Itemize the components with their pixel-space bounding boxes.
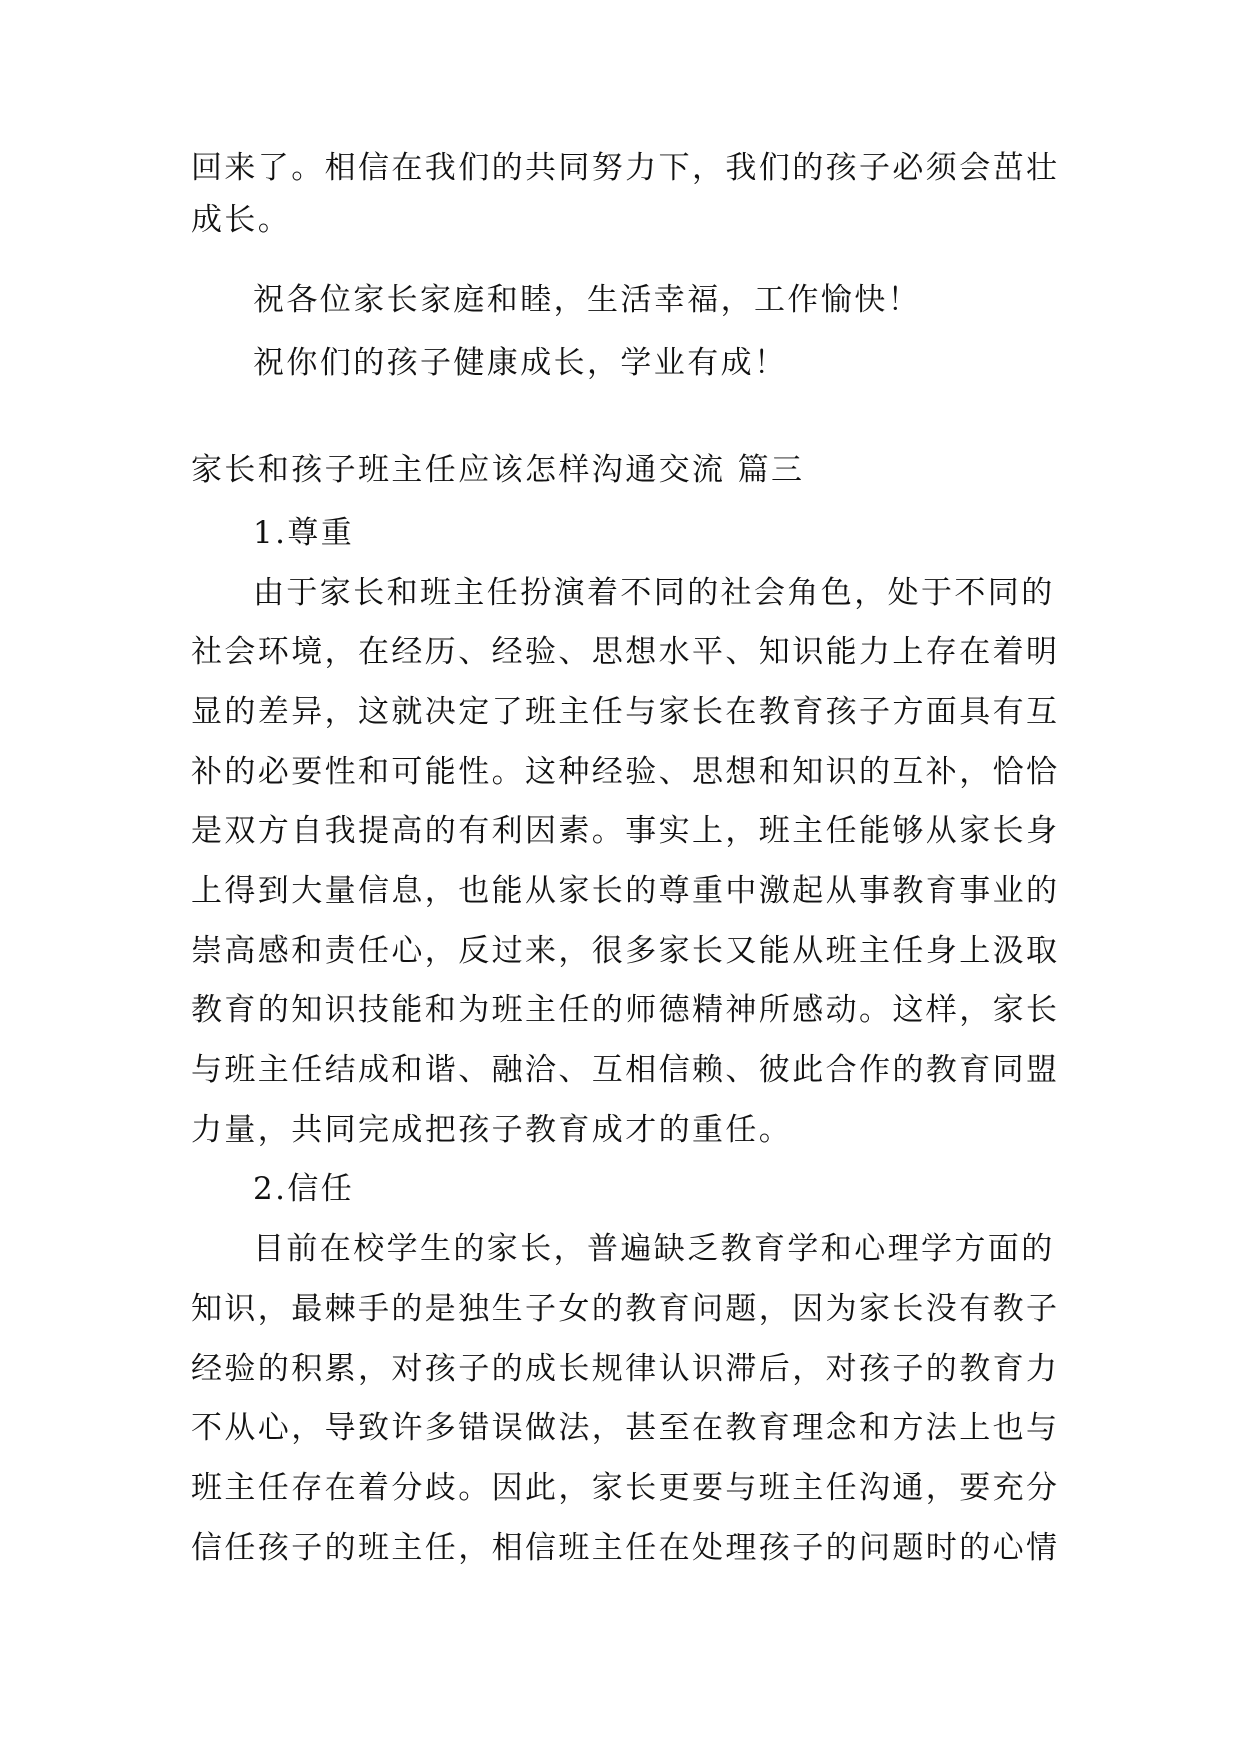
greeting-line: 祝你们的孩子健康成长，学业有成！ [253,345,788,381]
paragraph-line: 由于家长和班主任扮演着不同的社会角色，处于不同的 [253,575,1055,611]
paragraph-line: 力量，共同完成把孩子教育成才的重任。 [191,1112,793,1148]
paragraph-line: 是双方自我提高的有利因素。事实上，班主任能够从家长身 [191,813,1060,849]
subheading: 2.信任 [253,1171,355,1207]
paragraph-line: 经验的积累，对孩子的成长规律认识滞后，对孩子的教育力 [191,1351,1060,1387]
paragraph-line: 不从心，导致许多错误做法，甚至在教育理念和方法上也与 [191,1410,1060,1446]
paragraph-line: 成长。 [191,202,292,238]
paragraph-line: 崇高感和责任心，反过来，很多家长又能从班主任身上汲取 [191,933,1060,969]
paragraph-line: 教育的知识技能和为班主任的师德精神所感动。这样，家长 [191,992,1060,1028]
greeting-line: 祝各位家长家庭和睦，生活幸福，工作愉快！ [253,282,921,318]
paragraph-line: 班主任存在着分歧。因此，家长更要与班主任沟通，要充分 [191,1470,1060,1506]
paragraph-line: 显的差异，这就决定了班主任与家长在教育孩子方面具有互 [191,694,1060,730]
subheading: 1.尊重 [253,515,355,551]
paragraph-line: 与班主任结成和谐、融洽、互相信赖、彼此合作的教育同盟 [191,1052,1060,1088]
paragraph-line: 回来了。相信在我们的共同努力下，我们的孩子必须会茁壮 [191,150,1060,186]
paragraph-line: 补的必要性和可能性。这种经验、思想和知识的互补，恰恰 [191,754,1060,790]
section-heading: 家长和孩子班主任应该怎样沟通交流 篇三 [191,452,805,488]
paragraph-line: 社会环境，在经历、经验、思想水平、知识能力上存在着明 [191,634,1060,670]
paragraph-line: 上得到大量信息，也能从家长的尊重中激起从事教育事业的 [191,873,1060,909]
paragraph-line: 知识，最棘手的是独生子女的教育问题，因为家长没有教子 [191,1291,1060,1327]
paragraph-line: 目前在校学生的家长，普遍缺乏教育学和心理学方面的 [253,1231,1055,1267]
paragraph-line: 信任孩子的班主任，相信班主任在处理孩子的问题时的心情 [191,1530,1060,1566]
